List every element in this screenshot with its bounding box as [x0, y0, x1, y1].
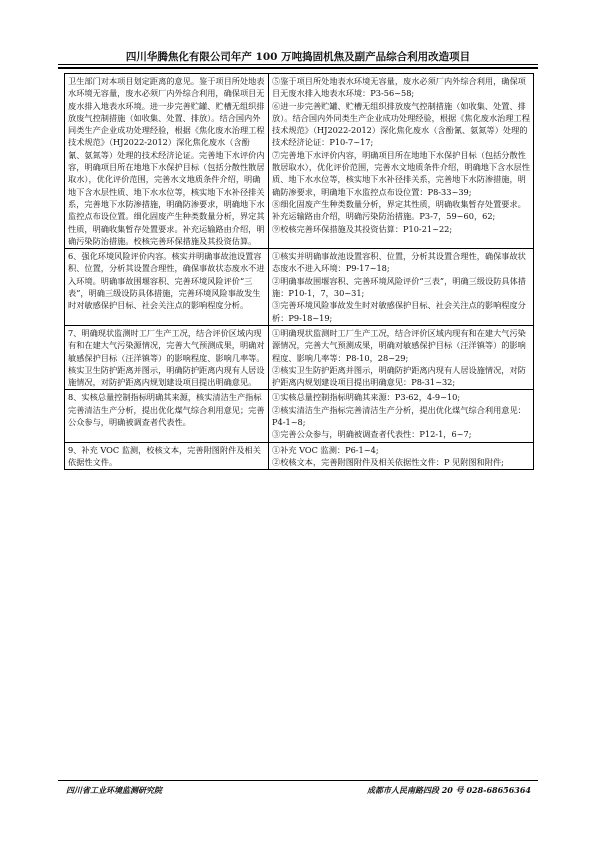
opinion-cell: 8、实核总量控制指标明确其来源，核实清洁生产指标完善清洁生产分析，提出优化煤气综合利用意见；完善公众参与，明确被调查者代表性。 — [65, 390, 269, 442]
footer-rule — [58, 780, 538, 781]
response-item: ⑥进一步完善贮罐、贮槽无组织排放废气控制措施（如收集、处置、排放）。结合国内外同类生产企业成功处理经验，根据《焦化废水治理工程技术规范》（HJ2022-2012）深化焦化废水（含酚氰、氨氮等）处理的技术经济论证：P10-7~17; — [272, 100, 530, 148]
response-item: ⑦完善地下水评价内容，明确项目所在地地下水保护目标（包括分散性散居取水），优化评价范围，完善水文地质条件介绍，明确地下含水层性质、地下水水位等，核实地下水补径排关系，完善地下水防渗措施，明确防渗要求，明确地下水监控点布设位置：P8-33~39; — [272, 149, 530, 197]
response-item: ⑤鉴于项目所处地表水环境无容量，废水必须厂内外综合利用，确保项目无废水排入地表水环境：P3-56~58; — [272, 76, 526, 99]
response-item: ①补充 VOC 监测：P6-1~4; — [272, 444, 379, 455]
response-cell — [269, 249, 534, 326]
response-item: ①实核总量控制指标明确其来源：P3-62，4-9~10; — [272, 392, 461, 403]
opinion-cell: 7、明确现状监测时工厂生产工况，结合评价区域内现有和在建大气污染源情况，完善大气预测成果，明确对敏感保护目标（汪洋镇等）的影响程度、影响几率等。核实卫生防护距离并图示，明确防护距离内现有人居设施情况，对防护距离内规划建设项目提出明确意见。 — [65, 325, 269, 389]
opinion-cell: 卫生部门对本项目划定距离的意见。鉴于项目所处地表水环境无容量，废水必须厂内外综合利用，确保项目无废水排入地表水环境。进一步完善贮罐、贮槽无组织排放废气控制措施（如收集、处置、排放）。结合国内外同类生产企业成功处理经验，根据《焦化废水治理工程技术规范》（HJ2022-2012）深化焦化废水（含酚氰、氨氮等）处理的技术经济论证。完善地下水评价内容，明确项目所在地地下水保护目标（包括分散性散居取水），优化评价范围，完善水文地质条件介绍，明确地下含水层性质、地下水水位等，核实地下水补径排关系，完善地下水防渗措施，明确防渗要求，明确地下水监控点布设位置。细化固废产生种类数量分析，界定其性质，明确收集暂存处置要求。补充运输路由介绍，明确污染防治措施。校核完善环保措施及其投资估算。 — [65, 74, 269, 249]
response-cell — [269, 442, 534, 470]
response-item: ③完善公众参与，明确被调查者代表性：P12-1，6~7; — [272, 429, 472, 440]
table-row — [65, 249, 534, 326]
response-item: ①明确现状监测时工厂生产工况，结合评价区域内现有和在建大气污染源情况，完善大气预测成果，明确对敏感保护目标（汪洋镇等）的影响程度、影响几率等：P8-10，28~29; — [272, 327, 526, 363]
response-item: ②核实清洁生产指标完善清洁生产分析，提出优化煤气综合利用意见：P4-1~8; — [272, 404, 526, 428]
opinion-cell: 9、补充 VOC 监测，校核文本，完善附图附件及相关依据性文件。 — [65, 442, 269, 470]
header-rule-thin — [58, 64, 538, 65]
response-item: ②校核文本，完善附图附件及相关依据性文件：P 见附图和附件; — [272, 456, 504, 467]
response-item: ③完善环境风险事故发生时对敏感保护目标、社会关注点的影响程度分析：P9-18~19; — [272, 300, 526, 323]
footer-address: 成都市人民南路四段 20 号 028-68656364 — [366, 785, 531, 795]
table-row — [65, 390, 534, 442]
review-response-table — [64, 73, 534, 470]
response-item: ②核实卫生防护距离并图示，明确防护距离内现有人居设施情况，对防护距离内规划建设项目提出明确意见：P8-31~32; — [272, 364, 526, 388]
table-row — [65, 325, 534, 389]
response-cell — [269, 74, 534, 249]
response-item: ⑧细化固废产生种类数量分析，界定其性质，明确收集暂存处置要求。补充运输路由介绍，明确污染防治措施。P3-7，59~60，62; — [272, 198, 526, 222]
response-cell — [269, 325, 534, 389]
header-rule-thick — [58, 67, 538, 69]
footer-organization: 四川省工业环境监测研究院 — [66, 785, 162, 795]
response-item: ⑨校核完善环保措施及其投资估算：P10-21~22; — [272, 223, 453, 234]
response-item: ②明确事故围堰容积、完善环境风险评价“三表”，明确三级设防具体措施：P10-1，7，30~31; — [272, 275, 526, 299]
table-row — [65, 442, 534, 470]
response-cell — [269, 390, 534, 442]
response-item: ①核实并明确事故池设置容积、位置，分析其设置合理性，确保事故状态废水不进入环境：P9-17~18; — [272, 251, 526, 274]
page-header-title: 四川华腾焦化有限公司年产 100 万吨捣固机焦及副产品综合利用改造项目 — [125, 51, 471, 63]
opinion-cell: 6、强化环境风险评价内容。核实并明确事故池设置容积、位置，分析其设置合理性，确保事故状态废水不进入环境。明确事故围堰容积、完善环境风险评价“三表”，明确三级设防具体措施，完善环境风险事故发生时对敏感保护目标、社会关注点的影响程度分析。 — [65, 249, 269, 326]
table-row — [65, 74, 534, 249]
